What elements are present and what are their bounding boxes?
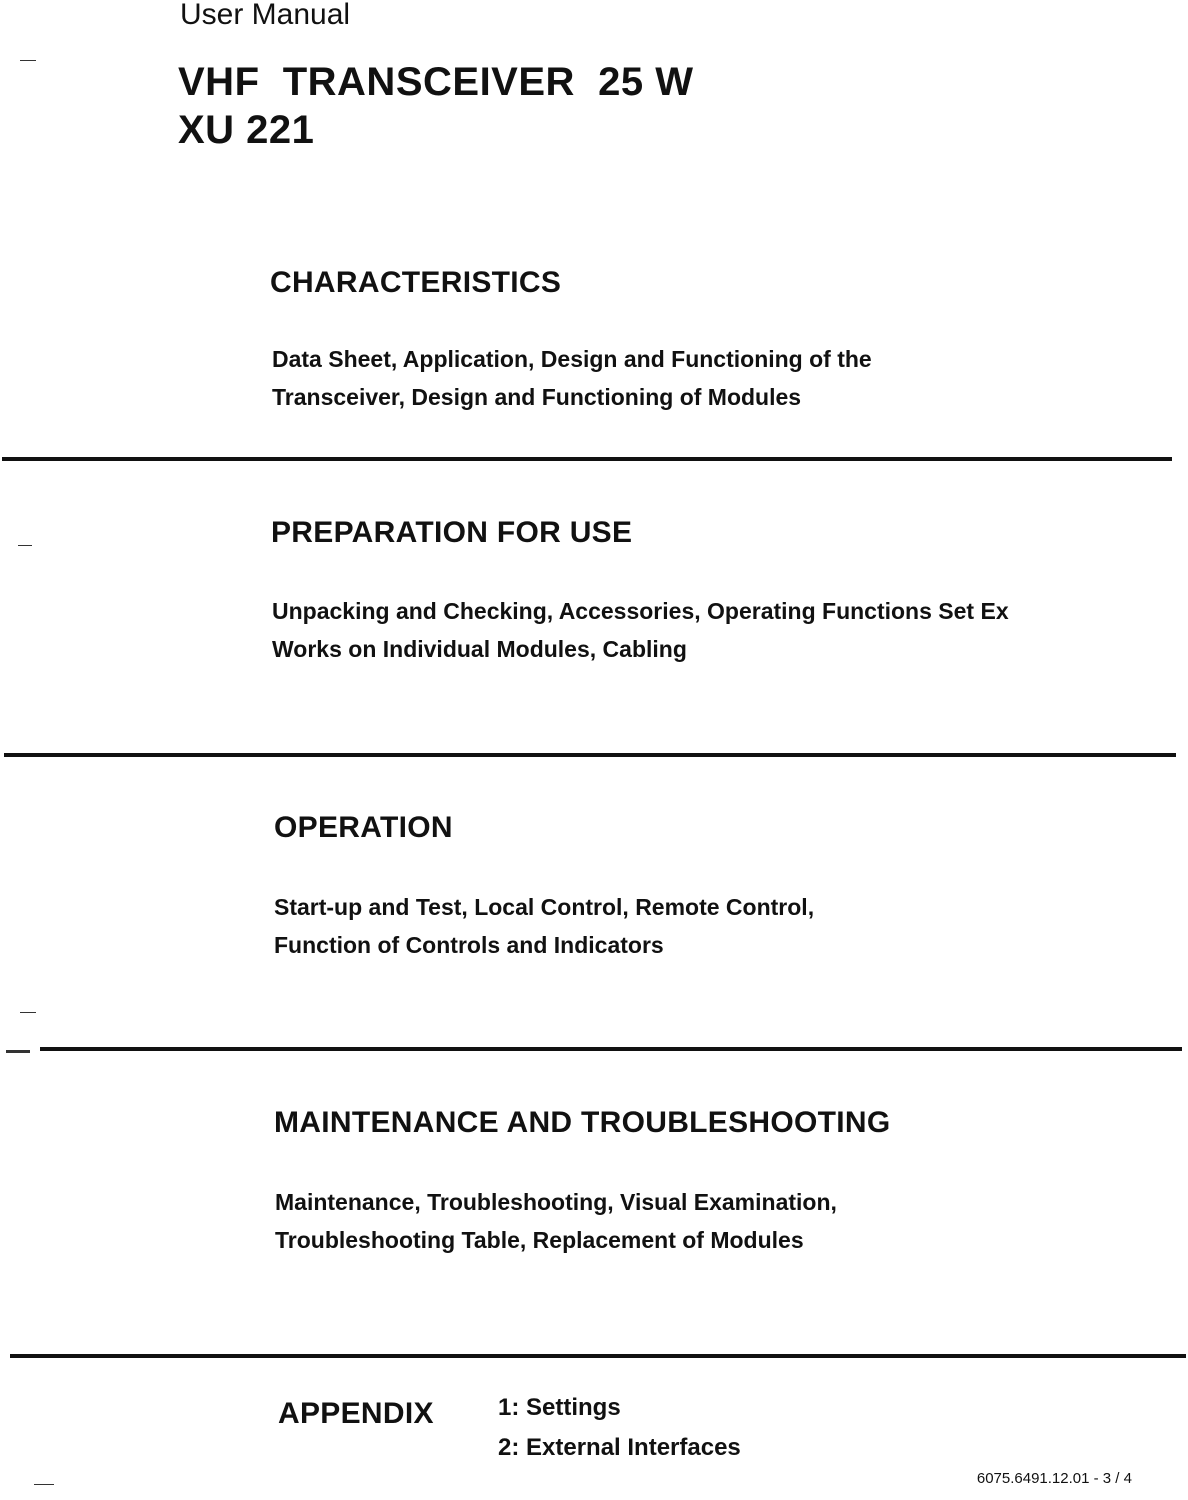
- scan-mark: [18, 545, 32, 546]
- section-description-preparation: [272, 592, 1009, 668]
- description-line: Data Sheet, Application, Design and Functioning of the: [272, 346, 872, 372]
- section-heading-maintenance: MAINTENANCE AND TROUBLESHOOTING: [274, 1106, 891, 1139]
- section-heading-preparation: PREPARATION FOR USE: [271, 516, 633, 549]
- section-divider: [4, 753, 1176, 757]
- appendix-item-external-interfaces: 2: External Interfaces: [498, 1434, 741, 1461]
- section-heading-operation: OPERATION: [274, 811, 453, 844]
- description-line: Function of Controls and Indicators: [274, 932, 664, 958]
- section-heading-characteristics: CHARACTERISTICS: [270, 266, 562, 299]
- manual-type-label: User Manual: [180, 0, 351, 31]
- product-title-line1: VHF TRANSCEIVER 25 W: [178, 60, 694, 104]
- description-line: Troubleshooting Table, Replacement of Modules: [275, 1227, 804, 1253]
- scan-mark: [20, 60, 36, 61]
- section-description-characteristics: [272, 340, 872, 416]
- scan-mark: [6, 1050, 30, 1053]
- description-line: Unpacking and Checking, Accessories, Operating Functions Set Ex: [272, 598, 1009, 624]
- section-divider: [2, 457, 1172, 461]
- product-model: XU 221: [178, 108, 315, 152]
- section-description-operation: [274, 888, 814, 964]
- description-line: Start-up and Test, Local Control, Remote Control,: [274, 894, 815, 920]
- document-number: 6075.6491.12.01 - 3 / 4: [976, 1470, 1132, 1487]
- description-line: Transceiver, Design and Functioning of Modules: [272, 384, 802, 410]
- section-divider: [10, 1354, 1186, 1358]
- section-description-maintenance: [275, 1183, 837, 1259]
- description-line: Maintenance, Troubleshooting, Visual Examination,: [275, 1189, 837, 1215]
- description-line: Works on Individual Modules, Cabling: [272, 636, 687, 662]
- appendix-item-settings: 1: Settings: [498, 1394, 621, 1421]
- product-title: [178, 58, 694, 154]
- scan-mark: [34, 1484, 54, 1485]
- appendix-heading: APPENDIX: [278, 1397, 434, 1430]
- section-divider: [40, 1047, 1182, 1051]
- scan-mark: [20, 1012, 36, 1013]
